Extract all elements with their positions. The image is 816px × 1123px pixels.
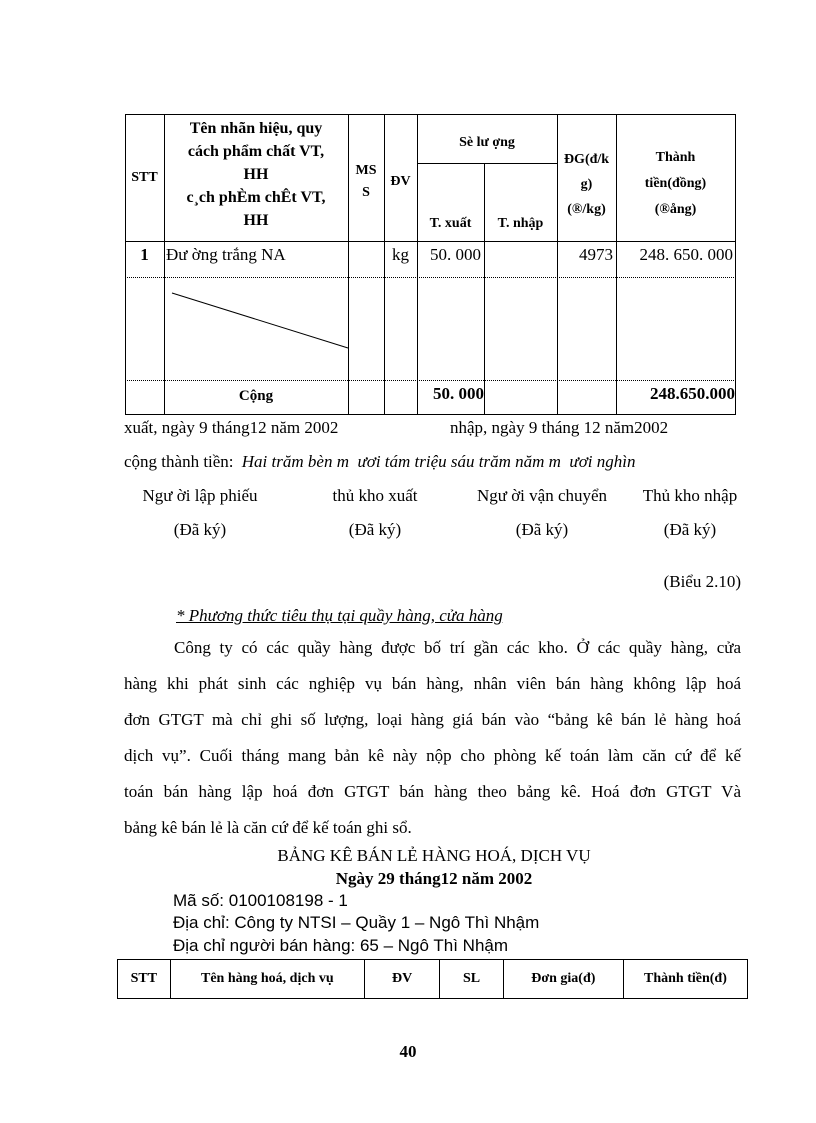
bangke-col-thanh-tien: Thành tiền(đ): [623, 960, 747, 999]
bangke-date: Ngày 29 tháng12 năm 2002: [335, 869, 533, 888]
body-paragraph: [124, 630, 741, 846]
total-t-xuat: 50. 000: [433, 384, 484, 403]
paragraph-line: hàng khi phát sinh các nghiệp vụ bán hàng, nhân viên bán hàng không lập hoá: [124, 674, 741, 693]
bangke-dia-chi: Địa chỉ: Công ty NTSI – Quầy 1 – Ngô Thì Nhậm: [173, 913, 540, 932]
bangke-col-ten: Tên hàng hoá, dịch vụ: [170, 960, 364, 999]
paragraph-line: bảng kê bán lẻ là căn cứ để kế toán ghi sổ.: [124, 818, 412, 837]
bangke-ma-so: Mã số: 0100108198 - 1: [173, 891, 348, 910]
row-ten: Đư ờng trắng NA: [166, 245, 286, 264]
signature-role: Ngư ời lập phiếu: [142, 486, 258, 505]
total-in-words-value: Hai trăm bèn m ươi tám triệu sáu trăm năm m ươi nghìn: [241, 452, 636, 471]
table-caption: (Biểu 2.10): [663, 572, 741, 591]
row-stt: 1: [140, 245, 149, 264]
page-number: 40: [399, 1042, 417, 1061]
bangke-dia-chi-nguoi-ban: Địa chỉ người bán hàng: 65 – Ngô Thì Nhậm: [173, 936, 509, 955]
date-xuat: xuất, ngày 9 tháng12 năm 2002: [124, 418, 339, 437]
header-ten-nhan-hieu: Tên nhãn hiệu, quy cách phẩm chất VT, HH c¸ch phÈm chÊt VT, HH: [186, 120, 326, 229]
row-don-gia: 4973: [579, 245, 613, 264]
row-dv: kg: [392, 245, 409, 264]
bangke-table: [117, 959, 748, 999]
bangke-col-stt: STT: [118, 960, 171, 999]
signature-status: (Đã ký): [348, 520, 402, 539]
total-label: Cộng: [238, 388, 274, 404]
row-thanh-tien: 248. 650. 000: [639, 245, 733, 264]
bangke-col-sl: SL: [440, 960, 504, 999]
bangke-title: BẢNG KÊ BÁN LẺ HÀNG HOÁ, DỊCH VỤ: [277, 846, 591, 865]
paragraph-line: dịch vụ”. Cuối tháng mang bản kê này nộp cho phòng kế toán làm căn cứ để kế: [124, 746, 741, 765]
signature-status: (Đã ký): [663, 520, 717, 539]
paragraph-line: đơn GTGT mà chỉ ghi số lượng, loại hàng giá bán vào “bảng kê bán lẻ hàng hoá: [124, 710, 741, 729]
bangke-col-dv: ĐV: [364, 960, 439, 999]
total-in-words: [124, 452, 635, 472]
header-t-nhap: T. nhập: [497, 216, 544, 231]
total-thanh-tien: 248.650.000: [650, 384, 735, 403]
section-heading: * Phương thức tiêu thụ tại quầy hàng, cửa hàng: [176, 606, 503, 625]
paragraph-line: Công ty có các quầy hàng được bố trí gần các kho. Ở các quầy hàng, cửa: [174, 638, 741, 657]
header-dv: ĐV: [390, 174, 411, 189]
signature-status: (Đã ký): [515, 520, 569, 539]
header-thanh-tien: Thành tiền(đồng) (®ång): [644, 150, 707, 217]
signature-role: thủ kho xuất: [332, 486, 418, 505]
signature-status: (Đã ký): [173, 520, 227, 539]
bangke-header-row: [118, 960, 748, 999]
header-ms: MS S: [355, 163, 377, 200]
header-t-xuat: T. xuất: [429, 216, 472, 231]
header-so-luong: Sè lư ợng: [459, 135, 515, 150]
signature-role: Ngư ời vận chuyển: [476, 486, 608, 505]
diagonal-strike-line: [164, 285, 350, 351]
paragraph-line: toán bán hàng lập hoá đơn GTGT bán hàng theo bảng kê. Hoá đơn GTGT Và: [124, 782, 741, 801]
bangke-col-don-gia: Đơn gia(đ): [503, 960, 623, 999]
header-don-gia: ĐG(đ/k g) (®/kg): [563, 152, 610, 217]
total-in-words-label: cộng thành tiền:: [124, 452, 234, 471]
row-t-xuat: 50. 000: [430, 245, 481, 264]
header-stt: STT: [131, 170, 158, 185]
date-nhap: nhập, ngày 9 tháng 12 năm2002: [450, 418, 669, 437]
signature-role: Thủ kho nhập: [642, 486, 738, 505]
